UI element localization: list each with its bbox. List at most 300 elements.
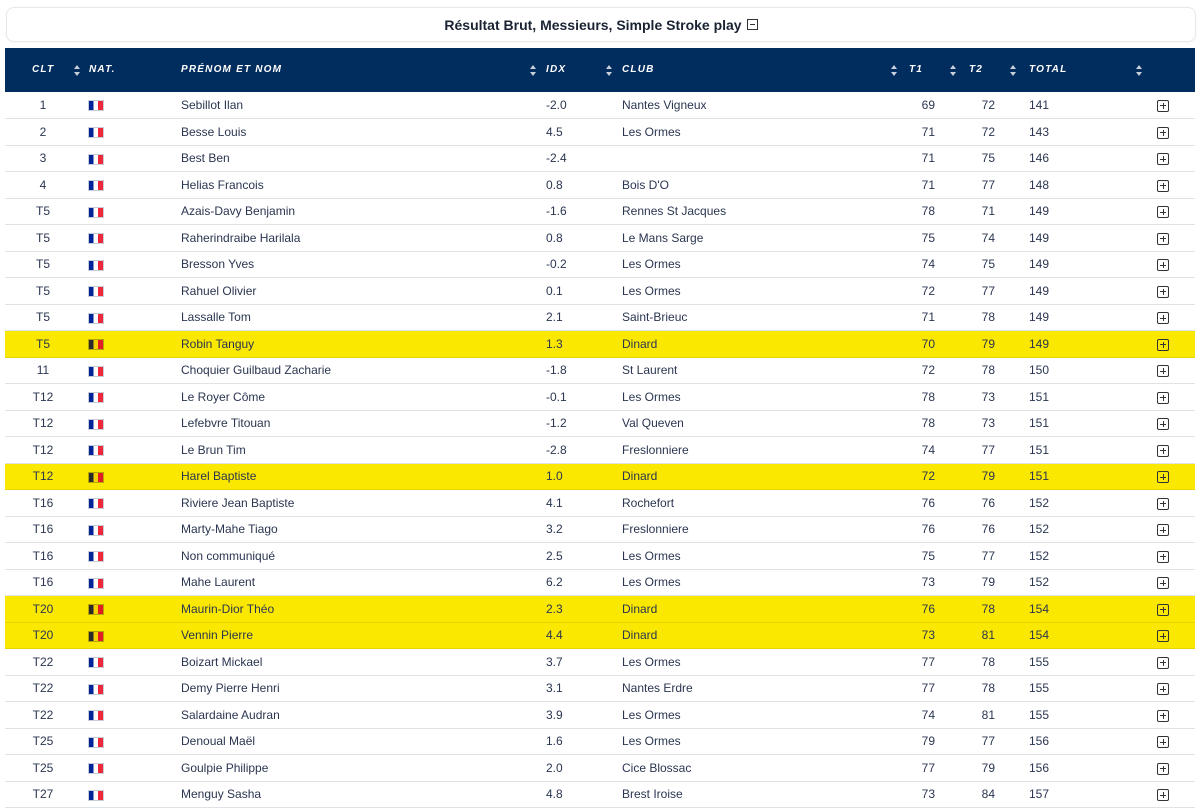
- cell-expand: [1144, 622, 1195, 649]
- cell-nat: [81, 198, 173, 225]
- cell-name: Salardaine Audran: [181, 707, 280, 722]
- cell-name: Lefebvre Titouan: [181, 416, 271, 431]
- cell-nat: [81, 569, 173, 596]
- table-row[interactable]: [5, 675, 1195, 702]
- cell-club: Les Ormes: [622, 283, 681, 298]
- cell-name: Sebillot Ilan: [181, 98, 244, 112]
- cell-t2: 73: [981, 416, 995, 431]
- cell-nat: [81, 384, 173, 411]
- cell-name: Demy Pierre Henri: [181, 681, 280, 696]
- cell-expand: [1144, 225, 1195, 252]
- table-row[interactable]: [5, 92, 1195, 119]
- cell-clt: 1: [39, 98, 47, 112]
- cell-clt: T22: [32, 681, 54, 696]
- cell-idx: 2.0: [546, 760, 563, 775]
- cell-t2: 78: [981, 654, 995, 669]
- cell-name: Maurin-Dior Théo: [181, 601, 275, 616]
- cell-name: Bresson Yves: [181, 257, 255, 272]
- cell-t1: 71: [921, 177, 935, 192]
- table-row[interactable]: [5, 278, 1195, 305]
- table-row[interactable]: [5, 490, 1195, 517]
- cell-name: Helias Francois: [181, 177, 264, 192]
- cell-clt: T20: [32, 628, 54, 643]
- cell-club: Cice Blossac: [622, 760, 692, 775]
- cell-club: Dinard: [622, 469, 658, 484]
- header-club[interactable]: CLUB: [612, 48, 898, 92]
- cell-club: Freslonniere: [622, 442, 689, 457]
- cell-name: Azais-Davy Benjamin: [181, 204, 296, 219]
- cell-idx: -0.1: [546, 389, 567, 404]
- expand-row-icon[interactable]: [1157, 206, 1169, 218]
- expand-row-icon[interactable]: [1157, 736, 1169, 748]
- cell-name: Menguy Sasha: [181, 787, 262, 802]
- table-row[interactable]: [5, 172, 1195, 199]
- cell-idx: 3.9: [546, 707, 563, 722]
- table-row[interactable]: [5, 543, 1195, 570]
- cell-t2: 78: [981, 681, 995, 696]
- flag-icon: [89, 579, 103, 588]
- cell-nat: [81, 596, 173, 623]
- table-row[interactable]: [5, 755, 1195, 782]
- sort-t2-icon[interactable]: [1010, 65, 1016, 76]
- cell-total: 149: [1029, 257, 1050, 272]
- cell-nat: [81, 92, 173, 119]
- cell-club: [612, 145, 898, 172]
- expand-row-icon[interactable]: [1157, 630, 1169, 642]
- expand-row-icon[interactable]: [1157, 551, 1169, 563]
- expand-row-icon[interactable]: [1157, 763, 1169, 775]
- cell-name: Denoual Maël: [181, 734, 256, 749]
- cell-expand: [1144, 516, 1195, 543]
- cell-nat: [81, 119, 173, 146]
- cell-club: Les Ormes: [622, 257, 681, 272]
- cell-club: Dinard: [622, 336, 658, 351]
- cell-name: Boizart Mickael: [181, 654, 263, 669]
- cell-nat: [81, 304, 173, 331]
- cell-expand: [1144, 251, 1195, 278]
- cell-total: 152: [1029, 495, 1050, 510]
- flag-icon: [89, 234, 103, 243]
- cell-t2: 77: [981, 442, 995, 457]
- cell-t1: 77: [921, 760, 935, 775]
- cell-idx: -2.4: [546, 151, 567, 166]
- cell-club: Les Ormes: [622, 575, 681, 590]
- cell-nat: [81, 331, 173, 358]
- expand-row-icon[interactable]: [1157, 153, 1169, 165]
- expand-row-icon[interactable]: [1157, 524, 1169, 536]
- expand-row-icon[interactable]: [1157, 312, 1169, 324]
- cell-t2: 81: [981, 707, 995, 722]
- flag-icon: [89, 605, 103, 614]
- cell-clt: T5: [35, 336, 50, 351]
- cell-t2: 79: [981, 575, 995, 590]
- cell-clt: T16: [32, 495, 54, 510]
- cell-clt: T16: [32, 575, 54, 590]
- table-row[interactable]: [5, 649, 1195, 676]
- expand-row-icon[interactable]: [1157, 392, 1169, 404]
- cell-clt: T22: [32, 654, 54, 669]
- expand-row-icon[interactable]: [1157, 471, 1169, 483]
- cell-t1: 73: [921, 628, 935, 643]
- cell-idx: 2.3: [546, 601, 563, 616]
- flag-icon: [89, 791, 103, 800]
- expand-row-icon[interactable]: [1157, 683, 1169, 695]
- cell-nat: [81, 675, 173, 702]
- cell-total: 157: [1029, 787, 1050, 802]
- cell-t2: 77: [981, 177, 995, 192]
- cell-t2: 75: [981, 151, 995, 166]
- collapse-icon[interactable]: [747, 19, 758, 30]
- expand-row-icon[interactable]: [1157, 286, 1169, 298]
- flag-icon: [89, 526, 103, 535]
- flag-icon: [89, 261, 103, 270]
- cell-total: 154: [1029, 601, 1050, 616]
- cell-expand: [1144, 145, 1195, 172]
- cell-total: 143: [1029, 124, 1050, 139]
- sort-club-icon[interactable]: [891, 65, 897, 76]
- cell-expand: [1144, 357, 1195, 384]
- cell-t1: 76: [921, 495, 935, 510]
- flag-icon: [89, 393, 103, 402]
- expand-row-icon[interactable]: [1157, 180, 1169, 192]
- expand-row-icon[interactable]: [1157, 127, 1169, 139]
- flag-icon: [89, 181, 103, 190]
- cell-club: Les Ormes: [622, 654, 681, 669]
- cell-name: Vennin Pierre: [181, 628, 254, 643]
- cell-t1: 74: [921, 442, 935, 457]
- cell-t2: 79: [981, 336, 995, 351]
- cell-expand: [1144, 463, 1195, 490]
- header-nat: NAT.: [89, 64, 116, 75]
- cell-club: Les Ormes: [622, 734, 681, 749]
- cell-name: Non communiqué: [181, 548, 276, 563]
- cell-t2: 77: [981, 283, 995, 298]
- cell-club: Freslonniere: [622, 522, 689, 537]
- cell-expand: [1144, 331, 1195, 358]
- cell-idx: -0.2: [546, 257, 567, 272]
- cell-name: Raherindraibe Harilala: [181, 230, 301, 245]
- cell-total: 151: [1029, 416, 1050, 431]
- flag-icon: [89, 499, 103, 508]
- header-t2[interactable]: T2: [958, 48, 1018, 92]
- cell-t1: 79: [921, 734, 935, 749]
- cell-clt: T25: [32, 734, 54, 749]
- flag-icon: [89, 552, 103, 561]
- sort-clt-icon[interactable]: [74, 65, 80, 76]
- cell-name: Choquier Guilbaud Zacharie: [181, 363, 332, 378]
- cell-expand: [1144, 278, 1195, 305]
- cell-t1: 69: [921, 98, 935, 112]
- table-row[interactable]: [5, 596, 1195, 623]
- cell-expand: [1144, 755, 1195, 782]
- cell-name: Goulpie Philippe: [181, 760, 269, 775]
- flag-icon: [89, 340, 103, 349]
- cell-t1: 75: [921, 548, 935, 563]
- cell-total: 152: [1029, 548, 1050, 563]
- expand-row-icon[interactable]: [1157, 604, 1169, 616]
- cell-total: 154: [1029, 628, 1050, 643]
- expand-row-icon[interactable]: [1157, 233, 1169, 245]
- cell-nat: [81, 622, 173, 649]
- cell-clt: T5: [35, 283, 50, 298]
- expand-row-icon[interactable]: [1157, 259, 1169, 271]
- cell-expand: [1144, 172, 1195, 199]
- flag-icon: [89, 314, 103, 323]
- cell-t2: 84: [981, 787, 995, 802]
- cell-t2: 73: [981, 389, 995, 404]
- cell-name: Lassalle Tom: [181, 310, 251, 325]
- cell-total: 151: [1029, 469, 1050, 484]
- cell-idx: 6.2: [546, 575, 563, 590]
- table-row[interactable]: [5, 463, 1195, 490]
- cell-clt: T22: [32, 707, 54, 722]
- cell-name: Le Royer Côme: [181, 389, 266, 404]
- table-row[interactable]: [5, 410, 1195, 437]
- cell-clt: T27: [32, 787, 54, 802]
- results-table: [5, 48, 1195, 808]
- cell-idx: -1.2: [546, 416, 567, 431]
- cell-clt: T16: [32, 522, 54, 537]
- cell-nat: [81, 490, 173, 517]
- flag-icon: [89, 367, 103, 376]
- cell-clt: T5: [35, 204, 50, 219]
- flag-icon: [89, 685, 103, 694]
- flag-icon: [89, 764, 103, 773]
- cell-club: Rennes St Jacques: [622, 204, 727, 219]
- cell-t2: 72: [981, 124, 995, 139]
- cell-nat: [81, 172, 173, 199]
- cell-nat: [81, 702, 173, 729]
- expand-row-icon[interactable]: [1157, 445, 1169, 457]
- expand-row-icon[interactable]: [1157, 365, 1169, 377]
- cell-clt: 3: [39, 151, 47, 166]
- flag-icon: [89, 738, 103, 747]
- results-title: Résultat Brut, Messieurs, Simple Stroke play: [444, 16, 742, 33]
- cell-total: 152: [1029, 575, 1050, 590]
- cell-total: 151: [1029, 442, 1050, 457]
- cell-idx: -2.0: [546, 98, 567, 112]
- expand-row-icon[interactable]: [1157, 577, 1169, 589]
- table-row[interactable]: [5, 145, 1195, 172]
- sort-total-icon[interactable]: [1136, 65, 1142, 76]
- cell-clt: T5: [35, 310, 50, 325]
- cell-nat: [81, 728, 173, 755]
- header-actions: [1144, 48, 1195, 92]
- cell-nat: [81, 516, 173, 543]
- cell-expand: [1144, 569, 1195, 596]
- cell-idx: 4.1: [546, 495, 563, 510]
- cell-t1: 73: [921, 575, 935, 590]
- cell-t1: 78: [921, 416, 935, 431]
- cell-club: Les Ormes: [622, 707, 681, 722]
- cell-t1: 74: [921, 257, 935, 272]
- cell-idx: 1.3: [546, 336, 563, 351]
- cell-total: 156: [1029, 734, 1050, 749]
- cell-club: Les Ormes: [622, 389, 681, 404]
- flag-icon: [89, 208, 103, 217]
- cell-club: Dinard: [622, 628, 658, 643]
- cell-t1: 78: [921, 204, 935, 219]
- cell-nat: [81, 463, 173, 490]
- cell-t2: 76: [981, 495, 995, 510]
- cell-total: 141: [1029, 98, 1050, 112]
- cell-club: Les Ormes: [622, 548, 681, 563]
- cell-idx: 4.8: [546, 787, 563, 802]
- cell-idx: -2.8: [546, 442, 567, 457]
- cell-t1: 75: [921, 230, 935, 245]
- cell-t2: 79: [981, 469, 995, 484]
- cell-club: Val Queven: [622, 416, 684, 431]
- table-row[interactable]: [5, 251, 1195, 278]
- cell-clt: T5: [35, 257, 50, 272]
- table-row[interactable]: [5, 384, 1195, 411]
- cell-idx: -1.8: [546, 363, 567, 378]
- cell-club: Rochefort: [622, 495, 675, 510]
- table-row[interactable]: [5, 516, 1195, 543]
- flag-icon: [89, 711, 103, 720]
- cell-idx: 0.1: [546, 283, 563, 298]
- cell-club: Brest Iroise: [622, 787, 683, 802]
- cell-t1: 72: [921, 283, 935, 298]
- cell-t2: 78: [981, 310, 995, 325]
- cell-name: Marty-Mahe Tiago: [181, 522, 278, 537]
- cell-total: 151: [1029, 389, 1050, 404]
- cell-expand: [1144, 410, 1195, 437]
- cell-expand: [1144, 675, 1195, 702]
- sort-t1-icon[interactable]: [950, 65, 956, 76]
- cell-total: 146: [1029, 151, 1050, 166]
- cell-nat: [81, 145, 173, 172]
- table-row[interactable]: [5, 198, 1195, 225]
- cell-clt: 11: [36, 363, 50, 378]
- cell-idx: 3.7: [546, 654, 563, 669]
- cell-name: Besse Louis: [181, 124, 247, 139]
- cell-nat: [81, 781, 173, 808]
- cell-expand: [1144, 596, 1195, 623]
- cell-name: Harel Baptiste: [181, 469, 257, 484]
- table-row[interactable]: [5, 119, 1195, 146]
- header-clt[interactable]: CLT: [5, 48, 81, 92]
- cell-total: 156: [1029, 760, 1050, 775]
- cell-expand: [1144, 543, 1195, 570]
- cell-clt: T16: [32, 548, 54, 563]
- cell-expand: [1144, 119, 1195, 146]
- cell-t1: 77: [921, 654, 935, 669]
- cell-t1: 76: [921, 522, 935, 537]
- table-header-row: [5, 48, 1195, 92]
- cell-total: 155: [1029, 654, 1050, 669]
- cell-club: St Laurent: [622, 363, 678, 378]
- table-row[interactable]: [5, 702, 1195, 729]
- cell-expand: [1144, 304, 1195, 331]
- cell-idx: 0.8: [546, 230, 563, 245]
- cell-clt: T12: [32, 416, 54, 431]
- cell-t2: 81: [981, 628, 995, 643]
- table-row[interactable]: [5, 437, 1195, 464]
- table-row[interactable]: [5, 622, 1195, 649]
- cell-t1: 72: [921, 363, 935, 378]
- cell-clt: T5: [35, 230, 50, 245]
- expand-row-icon[interactable]: [1157, 100, 1169, 112]
- cell-expand: [1144, 728, 1195, 755]
- header-idx[interactable]: IDX: [536, 48, 612, 92]
- cell-t1: 78: [921, 389, 935, 404]
- flag-icon: [89, 420, 103, 429]
- flag-icon: [89, 155, 103, 164]
- cell-nat: [81, 278, 173, 305]
- results-title-bar: [6, 7, 1196, 42]
- cell-t2: 77: [981, 734, 995, 749]
- cell-idx: 2.1: [546, 310, 563, 325]
- flag-icon: [89, 473, 103, 482]
- table-row[interactable]: [5, 781, 1195, 808]
- cell-total: 149: [1029, 230, 1050, 245]
- cell-t2: 71: [981, 204, 995, 219]
- cell-t1: 77: [921, 681, 935, 696]
- cell-t2: 72: [981, 98, 995, 112]
- cell-club: Bois D'O: [622, 177, 669, 192]
- table-row[interactable]: [5, 728, 1195, 755]
- header-total[interactable]: TOTAL: [1018, 48, 1144, 92]
- expand-row-icon[interactable]: [1157, 710, 1169, 722]
- cell-nat: [81, 410, 173, 437]
- cell-nat: [81, 437, 173, 464]
- cell-nat: [81, 543, 173, 570]
- cell-t2: 79: [981, 760, 995, 775]
- cell-club: Nantes Vigneux: [622, 98, 707, 112]
- cell-t1: 76: [921, 601, 935, 616]
- cell-clt: T25: [32, 760, 54, 775]
- table-row[interactable]: [5, 304, 1195, 331]
- cell-t1: 72: [921, 469, 935, 484]
- cell-t1: 70: [921, 336, 935, 351]
- cell-total: 152: [1029, 522, 1050, 537]
- table-row[interactable]: [5, 331, 1195, 358]
- expand-row-icon[interactable]: [1157, 498, 1169, 510]
- cell-nat: [81, 649, 173, 676]
- flag-icon: [89, 632, 103, 641]
- cell-clt: 4: [39, 177, 47, 192]
- cell-idx: -1.6: [546, 204, 567, 219]
- expand-row-icon[interactable]: [1157, 418, 1169, 430]
- cell-total: 155: [1029, 707, 1050, 722]
- cell-idx: 2.5: [546, 548, 563, 563]
- flag-icon: [89, 101, 103, 110]
- table-row[interactable]: [5, 225, 1195, 252]
- flag-icon: [89, 658, 103, 667]
- cell-t1: 71: [921, 124, 935, 139]
- expand-row-icon[interactable]: [1157, 789, 1169, 801]
- cell-t2: 78: [981, 363, 995, 378]
- table-row[interactable]: [5, 357, 1195, 384]
- cell-total: 149: [1029, 310, 1050, 325]
- header-t1[interactable]: T1: [898, 48, 958, 92]
- cell-nat: [81, 755, 173, 782]
- table-row[interactable]: [5, 569, 1195, 596]
- cell-t2: 75: [981, 257, 995, 272]
- header-name[interactable]: PRÉNOM ET NOM: [173, 48, 536, 92]
- cell-nat: [81, 251, 173, 278]
- cell-expand: [1144, 384, 1195, 411]
- cell-t2: 76: [981, 522, 995, 537]
- cell-club: Le Mans Sarge: [622, 230, 704, 245]
- flag-icon: [89, 287, 103, 296]
- expand-row-icon[interactable]: [1157, 657, 1169, 669]
- flag-icon: [89, 128, 103, 137]
- expand-row-icon[interactable]: [1157, 339, 1169, 351]
- cell-expand: [1144, 490, 1195, 517]
- cell-name: Mahe Laurent: [181, 575, 256, 590]
